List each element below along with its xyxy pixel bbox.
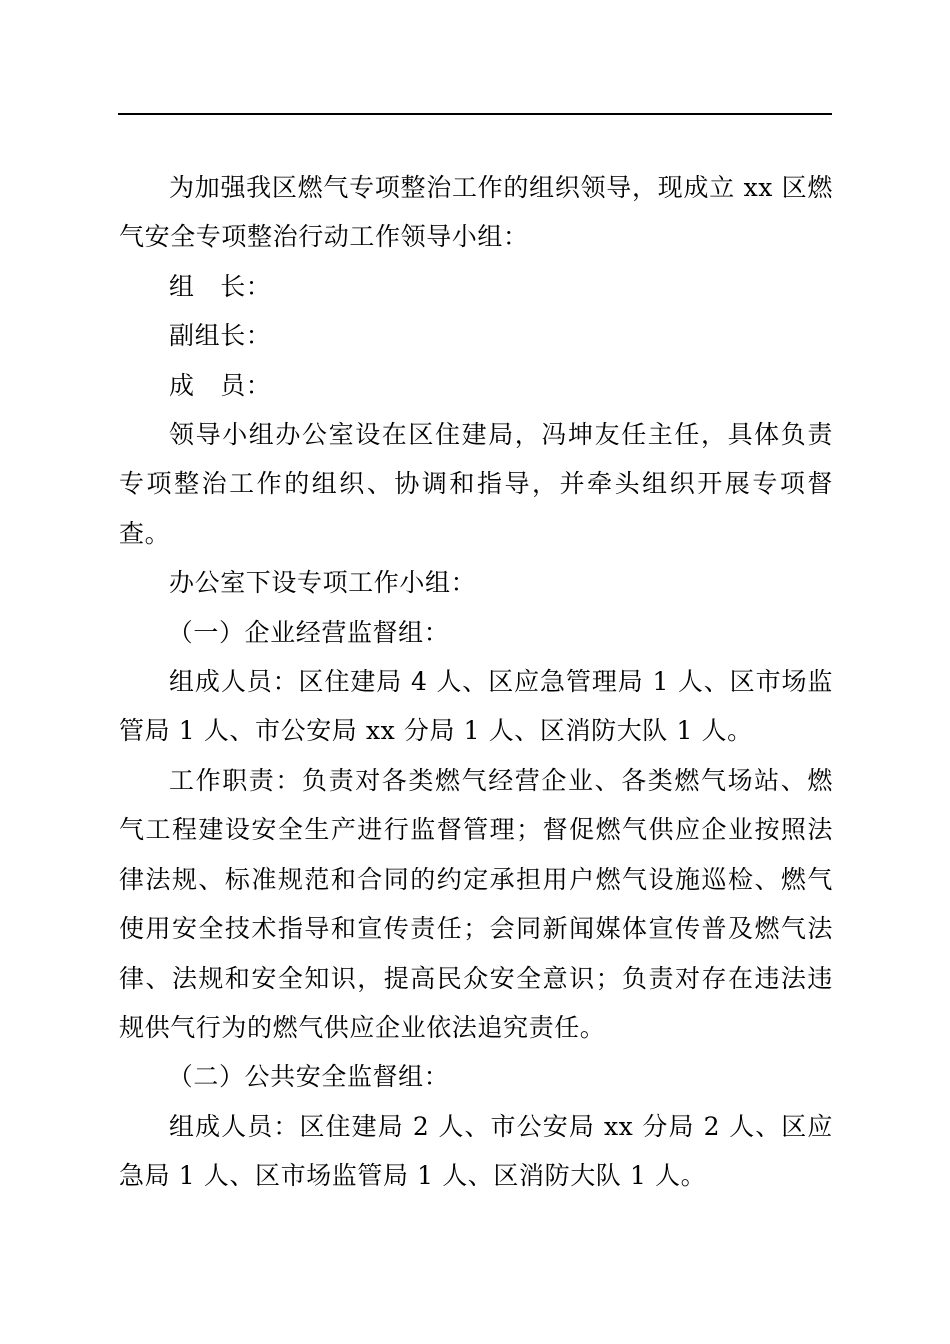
- header-rule: [118, 113, 832, 115]
- office-paragraph: 领导小组办公室设在区住建局，冯坤友任主任，具体负责专项整治工作的组织、协调和指导，并牵头组织开展专项督查。: [119, 420, 833, 548]
- section-2-members: 组成人员：区住建局 2 人、市公安局 xx 分局 2 人、区应急局 1 人、区市场监管局 1 人、区消防大队 1 人。: [119, 1111, 833, 1191]
- members-line: 成 员：: [169, 370, 272, 400]
- section-heading-2: （二）公共安全监督组：: [167, 1062, 450, 1092]
- section-heading-1: （一）企业经营监督组：: [167, 617, 450, 647]
- intro-paragraph: 为加强我区燃气专项整治工作的组织领导，现成立 xx 区燃气安全专项整治行动工作领导小组：: [119, 173, 833, 252]
- subgroups-intro: 办公室下设专项工作小组：: [169, 568, 477, 598]
- group-leader-line: 组 长：: [169, 271, 272, 301]
- section-1-members: 组成人员：区住建局 4 人、区应急管理局 1 人、区市场监管局 1 人、市公安局 xx 分局 1 人、区消防大队 1 人。: [119, 667, 833, 746]
- document-body: [119, 163, 833, 1201]
- deputy-leader-line: 副组长：: [169, 321, 272, 351]
- section-1-duties: 工作职责：负责对各类燃气经营企业、各类燃气场站、燃气工程建设安全生产进行监督管理；督促燃气供应企业按照法律法规、标准规范和合同的约定承担用户燃气设施巡检、燃气使用安全技术指导和宣传责任；会同新闻媒体宣传普及燃气法律、法规和安全知识，提高民众安全意识；负责对存在违法违规供气行为的燃气供应企业依法追究责任。: [119, 765, 833, 1042]
